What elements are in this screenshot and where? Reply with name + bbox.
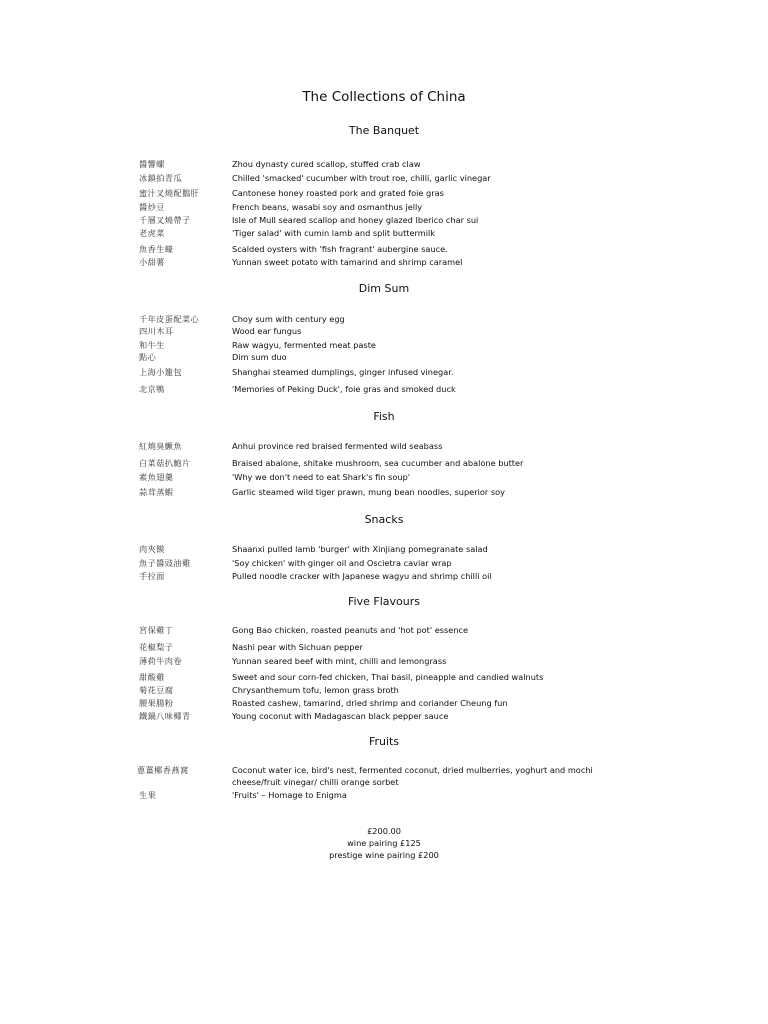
menu-item [0,710,768,722]
menu-item [0,187,768,199]
item-chinese-name: 鐵鍋八味椰青 [139,711,191,721]
menu-item [0,339,768,351]
menu-item [0,486,768,498]
item-chinese-name: 腰果腸粉 [139,698,174,708]
menu-item [0,158,768,170]
section-heading-snacks: Snacks [364,513,404,526]
item-chinese-name: 肉夾饃 [139,544,165,554]
menu-item [0,325,768,337]
section-heading-fish: Fish [373,410,395,423]
item-description: 'Tiger salad' with cumin lamb and split buttermilk [232,228,436,238]
item-description: Coconut water ice, bird's nest, fermented coconut, dried mulberries, yoghurt and mochi [232,765,593,775]
item-description: Pulled noodle cracker with Japanese wagyu and shrimp chilli oil [232,571,492,581]
menu-item [0,366,768,378]
menu-item [0,671,768,683]
wine-pairing-price: wine pairing £125 [347,838,421,848]
item-chinese-name: 北京鴨 [139,384,165,394]
menu-item [0,243,768,255]
menu-item [0,655,768,667]
item-description: Scalded oysters with 'fish fragrant' aubergine sauce. [232,244,448,254]
menu-item [0,383,768,395]
item-chinese-name: 醬響螺 [139,159,165,169]
item-description: Shaanxi pulled lamb 'burger' with Xinjiang pomegranate salad [232,544,488,554]
item-chinese-name: 和牛生 [139,340,165,350]
item-chinese-name: 魚香生蠔 [139,244,174,254]
item-description: Yunnan sweet potato with tamarind and shrimp caramel [232,257,463,267]
menu-item [0,214,768,226]
item-chinese-name: 醬炒豆 [139,202,165,212]
item-chinese-name: 宮保雞丁 [139,625,174,635]
item-description: Chrysanthemum tofu, lemon grass broth [232,685,399,695]
prestige-wine-pairing-price: prestige wine pairing £200 [329,850,439,860]
item-description: Roasted cashew, tamarind, dried shrimp and coriander Cheung fun [232,698,508,708]
item-chinese-name: 四川木耳 [139,326,174,336]
menu-item [0,172,768,184]
item-chinese-name: 老虎菜 [139,228,165,238]
item-description: 'Fruits' – Homage to Enigma [232,790,347,800]
item-chinese-name: 蒜茸蒸蝦 [139,487,174,497]
menu-title: The Collections of China [302,89,466,105]
item-description: Anhui province red braised fermented wild seabass [232,441,443,451]
item-description: Choy sum with century egg [232,314,345,324]
item-description: Raw wagyu, fermented meat paste [232,340,376,350]
item-chinese-name: 菊花豆腐 [139,685,174,695]
item-chinese-name: 蔥薑椰香燕窩 [137,765,189,775]
item-chinese-name: 點心 [139,352,157,362]
item-description: 'Memories of Peking Duck', foie gras and smoked duck [232,384,456,394]
item-description: French beans, wasabi soy and osmanthus jelly [232,202,423,212]
item-chinese-name: 小甜薯 [139,257,165,267]
item-chinese-name: 花椒梨子 [139,642,174,652]
item-description: Shanghai steamed dumplings, ginger infused vinegar. [232,367,454,377]
item-description: Isle of Mull seared scallop and honey glazed Iberico char sui [232,215,479,225]
item-description: Dim sum duo [232,352,287,362]
menu-item [0,764,768,788]
menu-item [0,256,768,268]
item-description: Garlic steamed wild tiger prawn, mung bean noodles, superior soy [232,487,505,497]
item-description: 'Soy chicken' with ginger oil and Oscietra caviar wrap [232,558,452,568]
menu-item [0,697,768,709]
item-description: Chilled 'smacked' cucumber with trout roe, chilli, garlic vinegar [232,173,491,183]
item-chinese-name: 紅燒臭鱖魚 [139,441,182,451]
menu-item [0,471,768,483]
item-description: Nashi pear with Sichuan pepper [232,642,363,652]
item-description: Zhou dynasty cured scallop, stuffed crab claw [232,159,421,169]
section-heading-five-flavours: Five Flavours [348,595,420,608]
menu-item [0,570,768,582]
item-chinese-name: 蜜汁叉燒配鵝肝 [139,188,200,198]
item-chinese-name: 手拉面 [139,571,165,581]
item-description: Gong Bao chicken, roasted peanuts and 'hot pot' essence [232,625,469,635]
item-description-continued: cheese/fruit vinegar/ chilli orange sorbet [232,777,399,787]
menu-item [0,440,768,452]
menu-item [0,457,768,469]
item-description: Cantonese honey roasted pork and grated foie gras [232,188,444,198]
item-chinese-name: 素魚翅羹 [139,472,174,482]
item-chinese-name: 千年皮蛋配菜心 [139,314,200,324]
menu-item [0,641,768,653]
item-chinese-name: 薄荷牛肉卷 [139,656,182,666]
menu-item [0,313,768,325]
section-heading-banquet: The Banquet [348,124,420,137]
section-heading-fruits: Fruits [368,735,400,748]
item-description: Young coconut with Madagascan black pepper sauce [232,711,449,721]
menu-item [0,201,768,213]
item-chinese-name: 生果 [139,790,157,800]
menu-price: £200.00 [367,826,401,836]
item-chinese-name: 冰鎮拍青瓜 [139,173,182,183]
item-chinese-name: 千層叉燒帶子 [139,215,191,225]
menu-item [0,557,768,569]
item-description: Sweet and sour corn-fed chicken, Thai basil, pineapple and candied walnuts [232,672,544,682]
menu-item [0,543,768,555]
section-heading-dim-sum: Dim Sum [358,282,410,295]
item-chinese-name: 魚子醬豉油雞 [139,558,191,568]
menu-item [0,227,768,239]
menu-item [0,624,768,636]
menu-item [0,684,768,696]
item-chinese-name: 上海小籠包 [139,367,182,377]
item-description: Wood ear fungus [232,326,302,336]
item-chinese-name: 甜酸雞 [139,672,165,682]
item-description: 'Why we don't need to eat Shark's fin soup' [232,472,411,482]
menu-item [0,789,768,801]
item-description: Yunnan seared beef with mint, chilli and lemongrass [232,656,447,666]
item-chinese-name: 白菜菇扒鮑片 [139,458,191,468]
menu-item [0,351,768,363]
item-description: Braised abalone, shitake mushroom, sea cucumber and abalone butter [232,458,524,468]
